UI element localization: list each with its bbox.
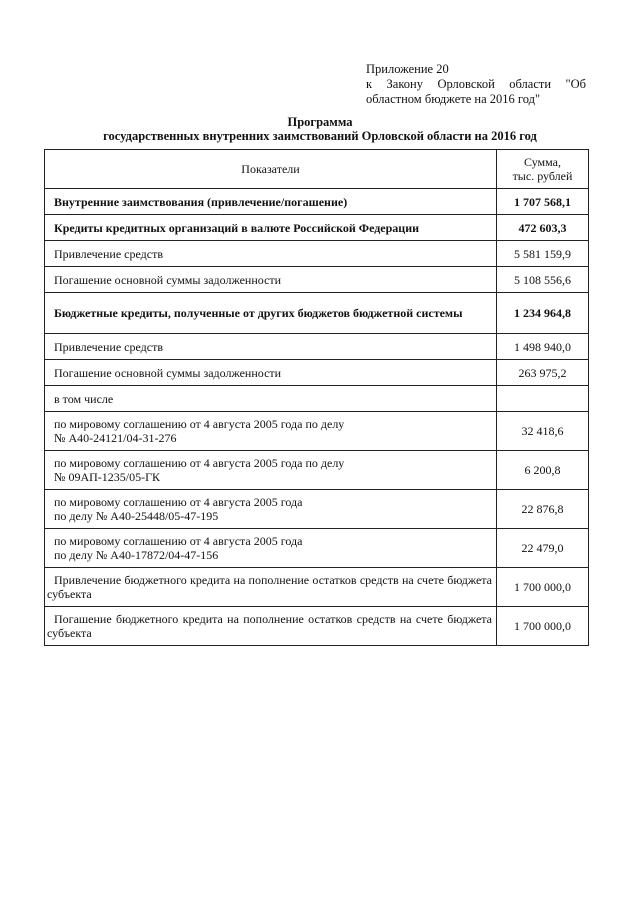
header-amount — [497, 150, 589, 189]
appendix-line-2 — [366, 77, 586, 92]
row-value: 1 700 000,0 — [497, 568, 589, 607]
table-row — [45, 293, 589, 334]
table-row — [45, 568, 589, 607]
row-value: 6 200,8 — [497, 451, 589, 490]
table-row — [45, 607, 589, 646]
row-name: в том числе — [45, 386, 497, 412]
row-name-line-2: по делу № А40-17872/04-47-156 — [54, 548, 219, 562]
row-name: Внутренние заимствования (привлечение/погашение) — [45, 189, 497, 215]
appendix-word: Закону — [386, 77, 423, 91]
row-name: Бюджетные кредиты, полученные от других бюджетов бюджетной системы — [45, 293, 497, 334]
row-name — [45, 451, 497, 490]
table-row — [45, 529, 589, 568]
document-subtitle: государственных внутренних заимствований Орловской области на 2016 год — [103, 129, 537, 143]
row-name: Кредиты кредитных организаций в валюте Российской Федерации — [45, 215, 497, 241]
row-name: Привлечение средств — [45, 334, 497, 360]
header-amount-line-2: тыс. рублей — [512, 169, 573, 183]
row-value: 22 479,0 — [497, 529, 589, 568]
row-value: 5 108 556,6 — [497, 267, 589, 293]
row-name: Привлечение бюджетного кредита на пополнение остатков средств на счете бюджета субъекта — [45, 568, 497, 607]
row-value: 472 603,3 — [497, 215, 589, 241]
appendix-note — [366, 62, 586, 107]
appendix-word: "Об — [565, 77, 586, 91]
table-row — [45, 267, 589, 293]
row-value: 1 498 940,0 — [497, 334, 589, 360]
borrowing-program-table — [44, 149, 589, 646]
row-name — [45, 529, 497, 568]
document-title: Программа — [287, 115, 353, 129]
row-name-line-1: по мировому соглашению от 4 августа 2005 года — [54, 495, 303, 509]
header-amount-line-1: Сумма, — [524, 155, 561, 169]
table-row — [45, 360, 589, 386]
appendix-word: области — [509, 77, 552, 91]
row-name-line-2: по делу № А40-25448/05-47-195 — [54, 509, 219, 523]
row-value: 1 234 964,8 — [497, 293, 589, 334]
row-name: Погашение основной суммы задолженности — [45, 360, 497, 386]
table-row — [45, 189, 589, 215]
row-value: 1 707 568,1 — [497, 189, 589, 215]
row-value: 1 700 000,0 — [497, 607, 589, 646]
appendix-word: Орловской — [437, 77, 495, 91]
table-header-row — [45, 150, 589, 189]
row-name-line-2: № 09АП-1235/05-ГК — [54, 470, 161, 484]
row-value: 22 876,8 — [497, 490, 589, 529]
table-row — [45, 334, 589, 360]
row-name-line-1: по мировому соглашению от 4 августа 2005 года по делу — [54, 417, 345, 431]
table-row — [45, 215, 589, 241]
table-row — [45, 490, 589, 529]
header-indicators: Показатели — [45, 150, 497, 189]
row-value: 32 418,6 — [497, 412, 589, 451]
row-name-line-2: № А40-24121/04-31-276 — [54, 431, 177, 445]
row-name: Погашение основной суммы задолженности — [45, 267, 497, 293]
row-name-line-1: по мировому соглашению от 4 августа 2005 года по делу — [54, 456, 345, 470]
row-value — [497, 386, 589, 412]
row-name — [45, 412, 497, 451]
appendix-word: к — [366, 77, 373, 91]
row-value: 263 975,2 — [497, 360, 589, 386]
row-name: Погашение бюджетного кредита на пополнение остатков средств на счете бюджета субъекта — [45, 607, 497, 646]
table-row — [45, 241, 589, 267]
row-value: 5 581 159,9 — [497, 241, 589, 267]
table-row — [45, 451, 589, 490]
row-name: Привлечение средств — [45, 241, 497, 267]
table-row — [45, 386, 589, 412]
appendix-line-3: областном бюджете на 2016 год" — [366, 92, 541, 106]
row-name-line-1: по мировому соглашению от 4 августа 2005 года — [54, 534, 303, 548]
row-name — [45, 490, 497, 529]
appendix-line-1: Приложение 20 — [366, 62, 449, 76]
table-row — [45, 412, 589, 451]
